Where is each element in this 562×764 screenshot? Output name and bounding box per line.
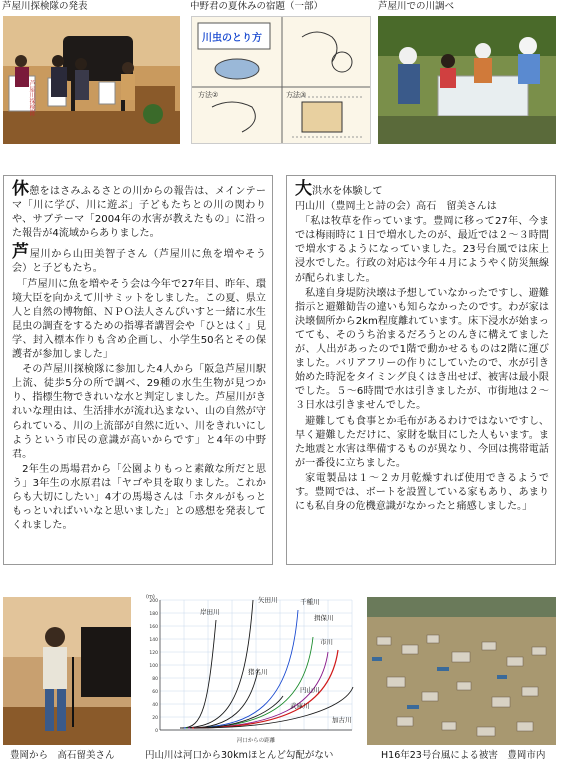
left-article: [3, 175, 273, 565]
right-article-heading-text: 洪水を体験して: [312, 186, 383, 197]
photo-caption-river-survey: 芦屋川での川調べ: [378, 1, 455, 12]
chart-series-label: 岸田川: [200, 608, 220, 616]
right-article-speaker: 円山川（豊岡土と詩の会）高石 留美さんは: [295, 201, 497, 213]
river-survey-image: [378, 16, 556, 144]
chart-series-label: 猪名川: [248, 668, 268, 676]
left-article-paragraph-4: その芦屋川探検隊に参加した4人から「阪急芦屋川駅上流、徒歩5分の所で調べ、29種の水生生物が見つかり、指標生物できれいな水と判定しました。芦屋川がきれいな理由は、生活排水が流れ込まない、山の自然が守られている、川の上流部が自然に近い、川をきれいにしようという市民の意識が高いからです」と4年の中野君。: [12, 364, 266, 460]
chart-y-tick-label: 140: [149, 638, 158, 643]
chart-series-label: 市川: [320, 638, 333, 646]
left-article-paragraph-3: 「芦屋川に魚を増やそう会は今年で27年目、昨年、環境大臣を向かえて川サミットをしました。この夏、県立人と自然の博物館、ＮＰＯ法人さんぴいすと一緒に水生昆虫の調査をするための指導者講習会や「ひとはく」見学、封入標本作りも含め企画し、小学生50名とその保護者が参加しました」: [12, 278, 266, 361]
chart-series-label: 千種川: [300, 598, 320, 606]
chart-y-tick-label: 60: [152, 690, 158, 695]
right-article-heading: [295, 179, 549, 199]
left-article-paragraph-5: 2年生の馬場君から「公園よりもっと素敵な所だと思う」3年生の水原君は「ヤゴや貝を取りました。これからも大切にしたい」4才の馬場さんは「ホタルがもっともっといればいいなと思いました」との感想を発表してくれました。: [12, 463, 266, 532]
speaker-image: [3, 597, 131, 745]
caption-flood: H16年23号台風による被害 豊岡市内: [381, 750, 546, 761]
left-article-text-1: 憩をはさみふるさとの川からの報告は、メインテーマ「川に学び、川に遊ぶ」子どもたちとの川の関わりや、サブテーマ「2004年の水害が教えたもの」に沿った報告が4流域からありました。: [12, 186, 267, 240]
caption-chart: 円山川は河口から30kmほとんど勾配がない: [145, 750, 334, 761]
left-article-paragraph-2: [12, 242, 267, 276]
presentation-sign-text: 芦屋川探検隊: [28, 80, 35, 116]
caption-speaker: 豊岡から 高石留美さん: [10, 750, 115, 761]
left-article-text-2: 屋川から山田美智子さん（芦屋川に魚を増やそう会）と子どもたち。: [12, 249, 267, 275]
chart-svg: [138, 592, 360, 744]
right-article-dropcap: 大: [295, 179, 312, 199]
photo-homework: [191, 16, 371, 144]
chart-y-tick-label: 40: [152, 703, 158, 708]
photo-speaker: [3, 597, 131, 745]
flood-image: [367, 597, 556, 745]
left-article-dropcap-1: 休: [12, 179, 30, 199]
chart-y-tick-label: 180: [149, 612, 158, 617]
chart-y-tick-label: 120: [149, 651, 158, 656]
left-article-dropcap-2: 芦: [12, 242, 30, 263]
right-article-paragraph-5: 家電製品は１～２カ月乾燥すれば使用できるようです。豊岡では、ボートを設置している家もあり、あまりにも私自身の危機意識がなかったと痛感しました。」: [295, 472, 549, 513]
chart-series-line: [182, 620, 216, 728]
right-article-paragraph-3: 私達自身堤防決壊は予想していなかったですし、避難指示と避難勧告の違いも知らなかったのです。わが家は決壊個所から2km程度離れています。床下浸水が始まってても、そのうち治まるだろうとのんきに構えてましたが、人出があったので1階で動かせるものは2階に運びました。バリアフリーの作りにしていたので、水が引き始めた時泥をタイミング良くはき出せば、被害は最小限でした。５～6時間で水は引きましたが、市街地は２～３日水は引きませんでした。: [295, 287, 549, 412]
photo-flood: [367, 597, 556, 745]
chart-series-line: [186, 637, 313, 728]
chart-xlabel: 河口からの距離: [236, 738, 276, 744]
right-article-paragraph-4: 避難しても食事とか毛布があるわけではないですし、早く避難しただけに、家財を駄目にした人もいます。また地震と水害は準備するものが異なり、今回は携帯電話が一番役に立ちました。: [295, 415, 549, 469]
homework-label-method2: 方法②: [198, 91, 219, 99]
photo-caption-homework: 中野君の夏休みの宿題（一部）: [190, 1, 324, 12]
chart-series-label: 加古川: [332, 716, 352, 724]
right-article: [286, 175, 556, 565]
chart-river-gradient: [138, 592, 360, 744]
chart-y-tick-label: 160: [149, 625, 158, 630]
chart-series-label: 武庫川: [290, 702, 310, 710]
chart-ylabel: (m): [146, 594, 155, 600]
right-article-paragraph-2: 「私は牧草を作っています。豊岡に移って27年、今までは梅雨時に１日で増水したのが、最近では２～３時間で増水するようになっていました。23号台風では床上浸水でした。行政の対応は今年４月にようやく防災無線が配られました。: [295, 216, 549, 284]
chart-series-label: 矢田川: [258, 596, 278, 604]
chart-y-tick-label: 80: [152, 677, 158, 682]
chart-y-tick-label: 0: [155, 729, 158, 734]
homework-title: 川虫のとり方: [202, 33, 262, 44]
photo-presentation: [3, 16, 180, 144]
chart-series-label: 揖保川: [314, 614, 334, 622]
homework-label-method3: 方法③: [286, 91, 307, 99]
left-article-paragraph-1: [12, 179, 267, 241]
chart-y-tick-label: 200: [149, 599, 158, 604]
chart-y-tick-label: 100: [149, 664, 158, 669]
chart-series-line: [180, 600, 253, 728]
photo-caption-presentation: 芦屋川探検隊の発表: [2, 1, 88, 12]
photo-river-survey: [378, 16, 556, 144]
chart-y-tick-label: 20: [152, 716, 158, 721]
chart-series-label: 円山川: [300, 686, 320, 694]
chart-series-line: [184, 610, 298, 728]
